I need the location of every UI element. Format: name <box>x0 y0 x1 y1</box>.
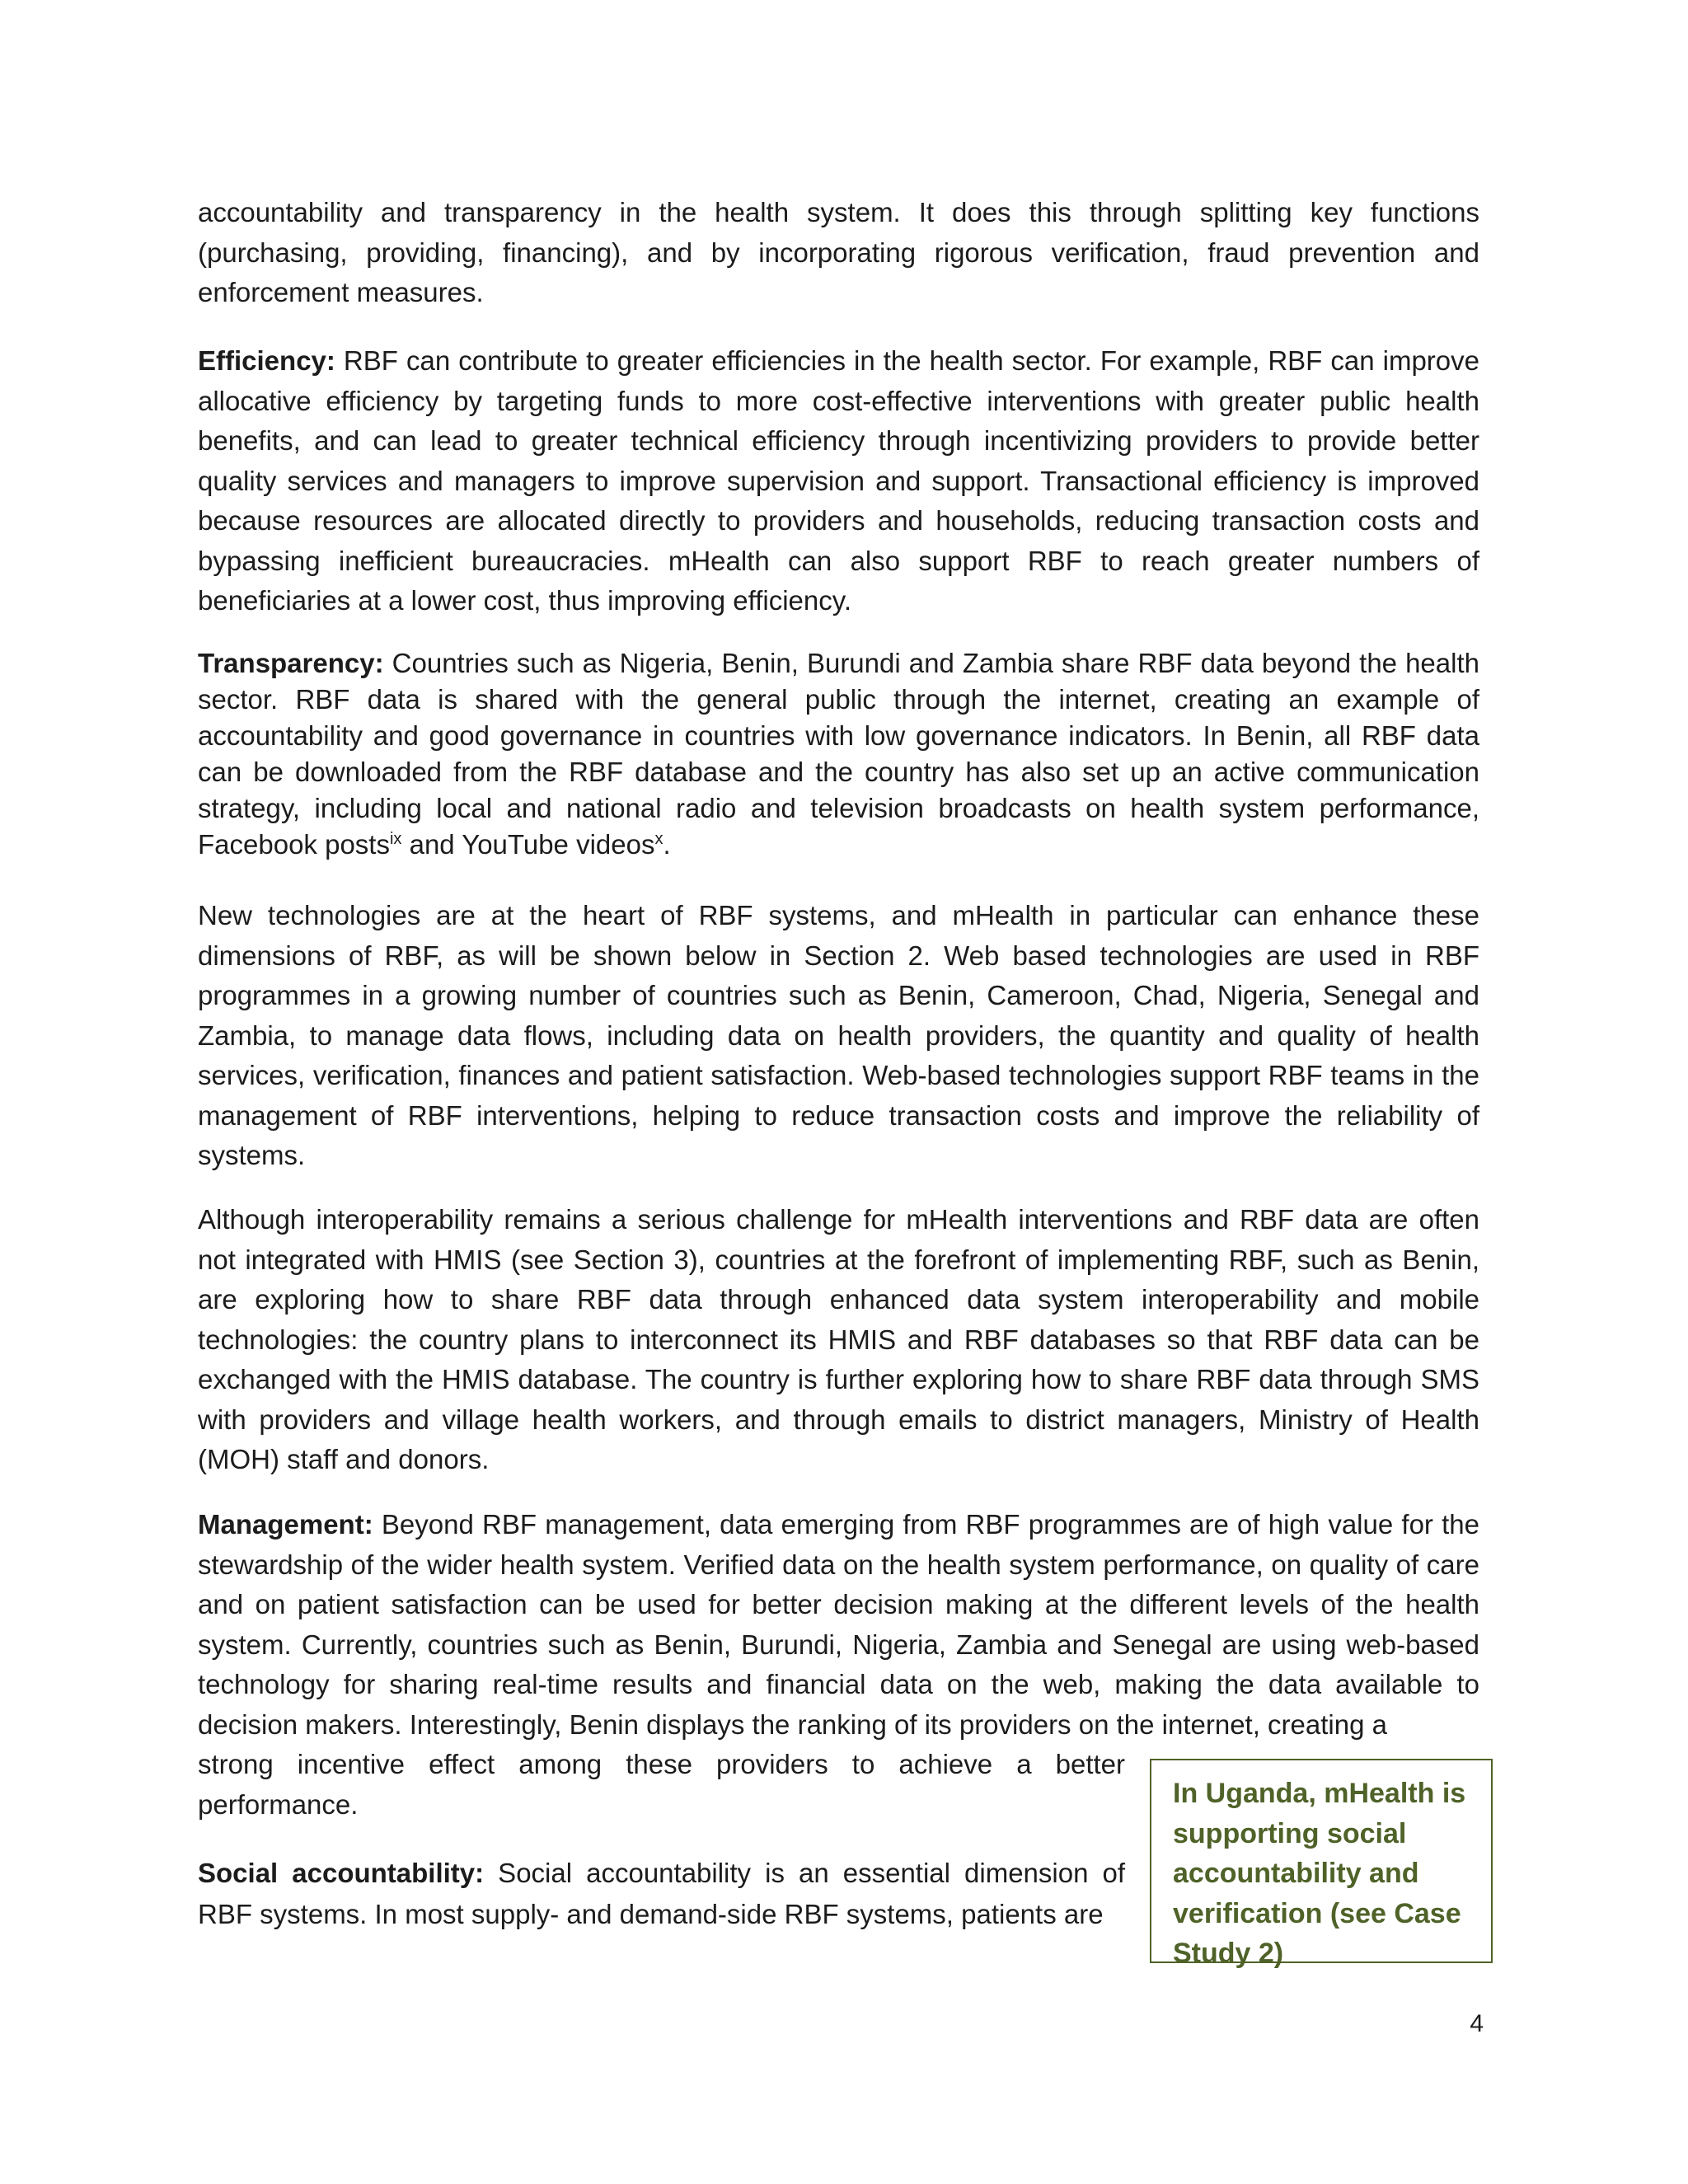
paragraph-text: and YouTube videos <box>401 829 655 860</box>
paragraph-new-technologies <box>198 896 1479 1176</box>
transparency-heading: Transparency: <box>198 648 384 678</box>
paragraph-text: strong incentive effect among these providers to achieve a better performance. <box>198 1749 1125 1820</box>
social-accountability-heading: Social accountability: <box>198 1858 485 1888</box>
paragraph-interoperability <box>198 1200 1479 1480</box>
paragraph-text: Countries such as Nigeria, Benin, Burundi and Zambia share RBF data beyond the health sector. RBF data is shared with the general public through the internet, creating an example of accountability and good governance in countries with low governance indicators. In Benin, all RBF data can be downloaded from the RBF database and the country has also set up an active communication strategy, including local and national radio and television broadcasts on health system performance, Facebook posts <box>198 648 1479 860</box>
paragraph-management <box>198 1505 1479 1745</box>
efficiency-heading: Efficiency: <box>198 345 335 376</box>
endnote-marker-ix[interactable]: ix <box>389 830 402 848</box>
paragraph-text: Although interoperability remains a serious challenge for mHealth interventions and RBF data are often not integrated with HMIS (see Section 3), countries at the forefront of implementing RBF, such as Benin, are exploring how to share RBF data through enhanced data system interoperability and mobile technologies: the country plans to interconnect its HMIS and RBF databases so that RBF data can be exchanged with the HMIS database. The country is further exploring how to share RBF data through SMS with providers and village health workers, and through emails to district managers, Ministry of Health (MOH) staff and donors. <box>198 1204 1479 1474</box>
paragraph-transparency <box>198 645 1479 863</box>
callout-text: In Uganda, mHealth is supporting social accountability and verification (see Case Study 2) <box>1173 1778 1466 1969</box>
paragraph-accountability-continued <box>198 193 1479 313</box>
management-heading: Management: <box>198 1509 373 1540</box>
paragraph-text: accountability and transparency in the health system. It does this through splitting key functions (purchasing, providing, financing), and by incorporating rigorous verification, fraud prevention and enforcement measures. <box>198 197 1479 307</box>
paragraph-text: Beyond RBF management, data emerging from RBF programmes are of high value for the stewardship of the wider health system. Verified data on the health system performance, on quality of care and on patient satisfaction can be used for better decision making at the different levels of the health system. Currently, countries such as Benin, Burundi, Nigeria, Zambia and Senegal are using web-based technology for sharing real-time results and financial data on the web, making the data available to decision makers. Interestingly, Benin displays the ranking of its providers on the internet, creating a <box>198 1509 1479 1740</box>
paragraph-management-tail <box>198 1745 1125 1825</box>
paragraph-text: . <box>663 829 671 860</box>
paragraph-text: Social accountability is an essential dimension of RBF systems. In most supply- and demand-side RBF systems, patients are <box>198 1858 1126 1929</box>
paragraph-text: RBF can contribute to greater efficiencies in the health sector. For example, RBF can improve allocative efficiency by targeting funds to more cost-effective interventions with greater public health benefits, and can lead to greater technical efficiency through incentivizing providers to provide better quality services and managers to improve supervision and support. Transactional efficiency is improved because resources are allocated directly to providers and households, reducing transaction costs and bypassing inefficient bureaucracies. mHealth can also support RBF to reach greater numbers of beneficiaries at a lower cost, thus improving efficiency. <box>198 345 1479 616</box>
paragraph-text: New technologies are at the heart of RBF systems, and mHealth in particular can enhance these dimensions of RBF, as will be shown below in Section 2. Web based technologies are used in RBF programmes in a growing number of countries such as Benin, Cameroon, Chad, Nigeria, Senegal and Zambia, to manage data flows, including data on health providers, the quantity and quality of health services, verification, finances and patient satisfaction. Web-based technologies support RBF teams in the management of RBF interventions, helping to reduce transaction costs and improve the reliability of systems. <box>198 900 1479 1170</box>
callout-box <box>1150 1759 1493 1969</box>
paragraph-social-accountability <box>198 1853 1125 1935</box>
paragraph-efficiency <box>198 341 1479 621</box>
page-number: 4 <box>1470 2010 1484 2037</box>
endnote-marker-x[interactable]: x <box>654 830 663 848</box>
